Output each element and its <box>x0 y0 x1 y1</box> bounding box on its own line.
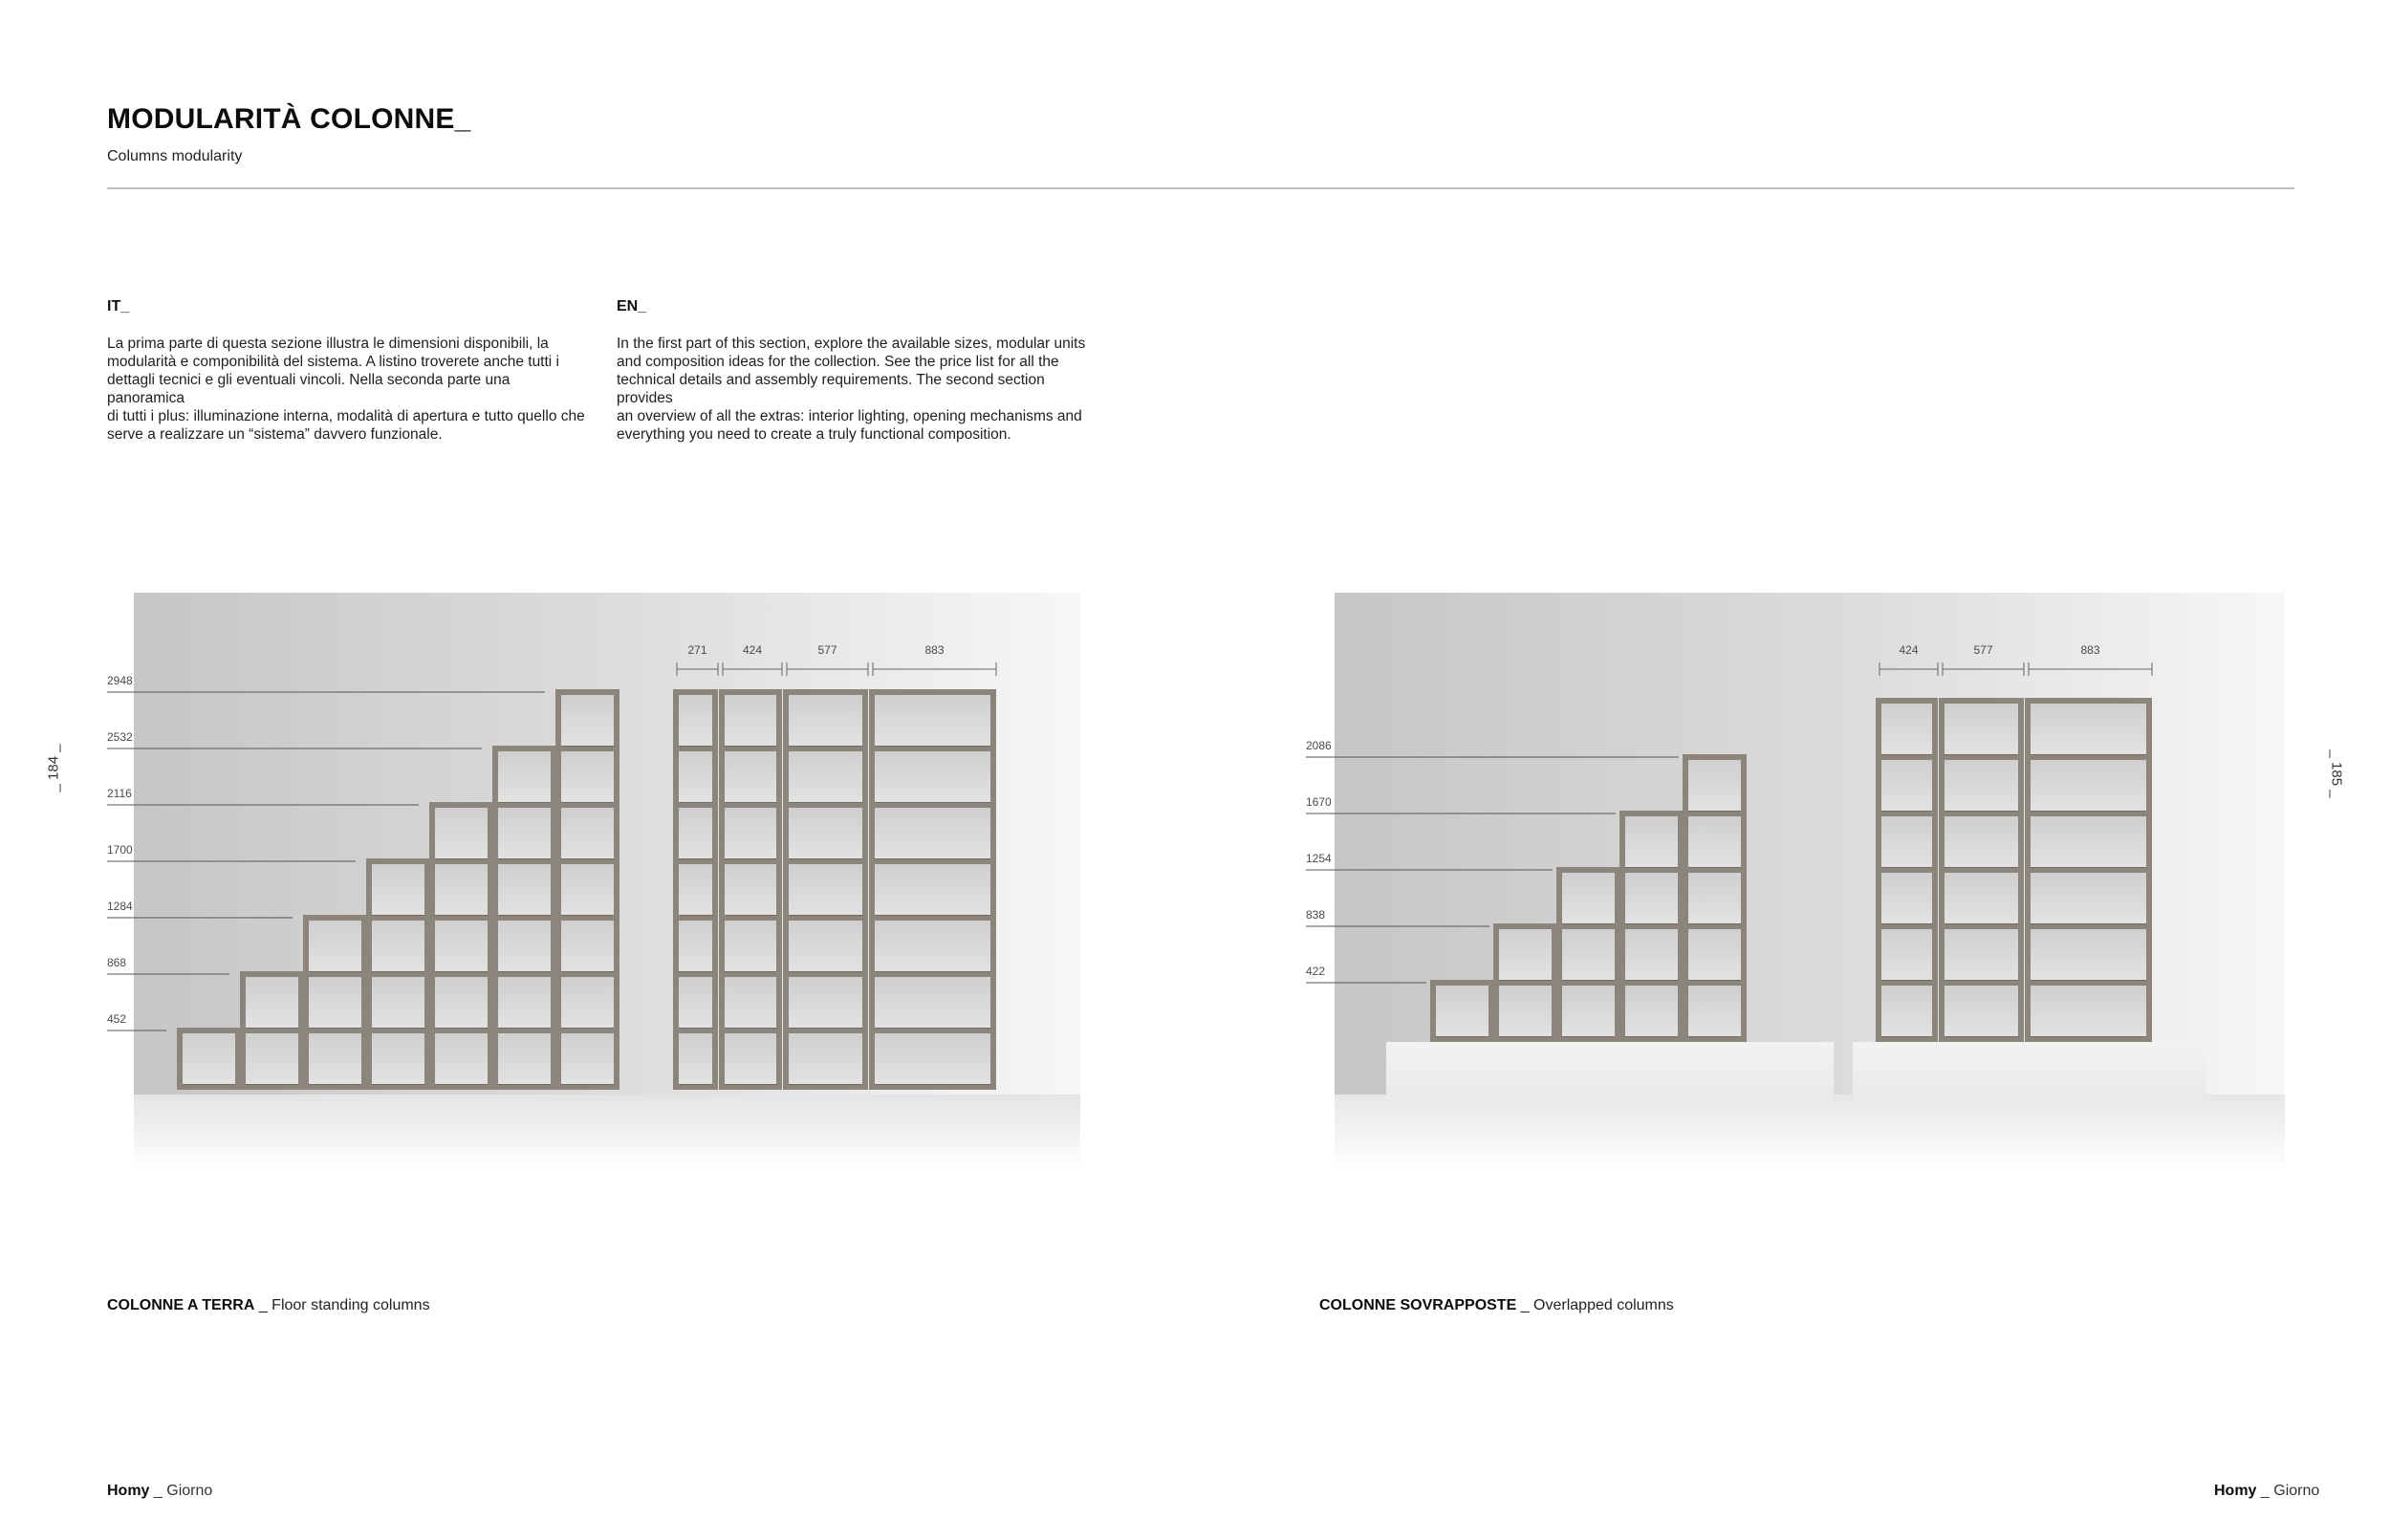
bookcase-cell <box>1945 986 2018 1036</box>
bookcase-cell <box>1688 873 1741 923</box>
bookcase-cell <box>561 808 614 858</box>
bookcase-cell <box>875 808 990 858</box>
bookcase-cell <box>561 864 614 915</box>
width-dim-label: 577 <box>1973 643 1993 657</box>
bookcase-cell <box>1881 986 1932 1036</box>
caption-overlapped-text: _ Overlapped columns <box>1516 1297 1674 1313</box>
intro-en-line: everything you need to create a truly functional composition. <box>617 426 1011 443</box>
width-dim-label: 424 <box>742 643 763 657</box>
bookcase-cell <box>1562 929 1615 980</box>
bookcase-cell <box>1688 760 1741 811</box>
intro-en-text <box>617 335 1095 444</box>
page-title: MODULARITÀ COLONNE_ <box>107 103 471 135</box>
bookcase-cell <box>725 695 776 746</box>
bookcase-cell <box>498 808 551 858</box>
bookcase-cell <box>561 751 614 802</box>
base-unit <box>1386 1042 1834 1103</box>
bookcase-cell <box>1688 986 1741 1036</box>
floor-reflection <box>134 1095 1080 1171</box>
footer-right-section: _ Giorno <box>2256 1483 2320 1499</box>
bookcase-cell <box>1625 929 1678 980</box>
intro-it-line: dettagli tecnici e gli eventuali vincoli. Nella seconda parte una panoramica <box>107 372 511 406</box>
bookcase-cell <box>725 751 776 802</box>
bookcase-cell <box>1881 873 1932 923</box>
footer-left-section: _ Giorno <box>149 1483 213 1499</box>
bookcase-cell <box>2031 816 2146 867</box>
intro-it-label: IT_ <box>107 298 130 315</box>
height-dim-868-label: 868 <box>107 956 127 969</box>
bookcase-cell <box>1881 929 1932 980</box>
intro-en-line: technical details and assembly requirements. The second section provides <box>617 372 1045 406</box>
height-dim-2948-label: 2948 <box>107 674 133 687</box>
caption-floor-text: _ Floor standing columns <box>254 1297 430 1313</box>
header-divider <box>107 187 2294 189</box>
bookcase-cell <box>1945 816 2018 867</box>
bookcase-cell <box>725 808 776 858</box>
bookcase-cell <box>789 808 862 858</box>
base-unit <box>1853 1042 2206 1103</box>
bookcase-cell <box>1688 929 1741 980</box>
bookcase-cell <box>2031 760 2146 811</box>
bookcase-cell <box>875 1033 990 1084</box>
bookcase-cell <box>1945 929 2018 980</box>
intro-en-line: an overview of all the extras: interior lighting, opening mechanisms and <box>617 408 1082 424</box>
footer-left <box>107 1483 212 1500</box>
bookcase-cell <box>679 1033 712 1084</box>
height-dim-1700-label: 1700 <box>107 843 133 857</box>
bookcase-cell <box>2031 929 2146 980</box>
bookcase-cell <box>498 751 551 802</box>
footer-right <box>2214 1483 2319 1500</box>
intro-it-line: di tutti i plus: illuminazione interna, modalità di apertura e tutto quello che <box>107 408 585 424</box>
height-dim-2532-label: 2532 <box>107 730 133 744</box>
bookcase-cell <box>372 977 424 1028</box>
bookcase-cell <box>1881 760 1932 811</box>
height-dim-2116-label: 2116 <box>107 787 132 800</box>
bookcase-cell <box>679 977 712 1028</box>
bookcase-cell <box>435 921 488 971</box>
intro-it-line: La prima parte di questa sezione illustra le dimensioni disponibili, la <box>107 336 549 352</box>
bookcase-cell <box>1499 929 1552 980</box>
height-dim-1254-label: 1254 <box>1306 852 1332 865</box>
bookcase-cell <box>1881 704 1932 754</box>
bookcase-cell <box>1625 873 1678 923</box>
bookcase-cell <box>1499 986 1552 1036</box>
height-dim-1284-label: 1284 <box>107 900 133 913</box>
page-subtitle: Columns modularity <box>107 148 243 164</box>
bookcase-cell <box>789 751 862 802</box>
bookcase-cell <box>875 695 990 746</box>
height-dim-838-label: 838 <box>1306 908 1326 922</box>
intro-it-text <box>107 335 585 444</box>
bookcase-cell <box>679 695 712 746</box>
bookcase-cell <box>309 977 361 1028</box>
caption-floor-columns <box>107 1297 430 1314</box>
bookcase-cell <box>1945 760 2018 811</box>
bookcase-cell <box>789 695 862 746</box>
bookcase-cell <box>561 977 614 1028</box>
intro-it-line: serve a realizzare un “sistema” davvero funzionale. <box>107 426 443 443</box>
bookcase-cell <box>372 864 424 915</box>
bookcase-cell <box>435 864 488 915</box>
bookcase-cell <box>435 808 488 858</box>
height-dim-452-label: 452 <box>107 1012 127 1026</box>
footer-right-brand: Homy <box>2214 1483 2257 1499</box>
bookcase-cell <box>498 864 551 915</box>
page-number-left: _ 184 _ <box>45 744 62 792</box>
width-dim-label: 883 <box>2080 643 2100 657</box>
bookcase-cell <box>372 1033 424 1084</box>
page-number-right: _ 185 _ <box>2328 749 2345 798</box>
height-dim-1670-label: 1670 <box>1306 795 1332 809</box>
bookcase-cell <box>725 1033 776 1084</box>
bookcase-cell <box>1945 704 2018 754</box>
width-dim-label: 424 <box>1899 643 1919 657</box>
overlapped-columns-illustration <box>1300 574 2294 1195</box>
footer-left-brand: Homy <box>107 1483 150 1499</box>
bookcase-cell <box>789 1033 862 1084</box>
bookcase-cell <box>2031 704 2146 754</box>
intro-en-label: EN_ <box>617 298 647 315</box>
intro-en-line: In the first part of this section, explore the available sizes, modular units <box>617 336 1086 352</box>
bookcase-cell <box>789 864 862 915</box>
bookcase-cell <box>183 1033 235 1084</box>
bookcase-cell <box>1625 816 1678 867</box>
bookcase-cell <box>1688 816 1741 867</box>
intro-it-line: modularità e componibilità del sistema. A listino troverete anche tutti i <box>107 354 559 370</box>
bookcase-cell <box>561 695 614 746</box>
bookcase-cell <box>1945 873 2018 923</box>
width-dim-label: 271 <box>687 643 707 657</box>
bookcase-cell <box>875 864 990 915</box>
height-dim-422-label: 422 <box>1306 965 1326 978</box>
floor-columns-illustration <box>0 574 1090 1195</box>
bookcase-cell <box>2031 986 2146 1036</box>
bookcase-cell <box>875 977 990 1028</box>
bookcase-cell <box>435 977 488 1028</box>
bookcase-cell <box>372 921 424 971</box>
bookcase-cell <box>246 977 298 1028</box>
floor-reflection <box>1335 1095 2285 1171</box>
bookcase-cell <box>875 921 990 971</box>
bookcase-cell <box>1562 873 1615 923</box>
bookcase-cell <box>1562 986 1615 1036</box>
bookcase-cell <box>679 808 712 858</box>
bookcase-cell <box>679 921 712 971</box>
bookcase-cell <box>498 977 551 1028</box>
bookcase-cell <box>1625 986 1678 1036</box>
width-dim-label: 577 <box>817 643 837 657</box>
bookcase-cell <box>561 1033 614 1084</box>
bookcase-cell <box>498 1033 551 1084</box>
bookcase-cell <box>1436 986 1488 1036</box>
bookcase-cell <box>679 751 712 802</box>
caption-overlapped-bold: COLONNE SOVRAPPOSTE <box>1319 1297 1517 1313</box>
caption-floor-bold: COLONNE A TERRA <box>107 1297 255 1313</box>
bookcase-cell <box>246 1033 298 1084</box>
bookcase-cell <box>498 921 551 971</box>
height-dim-2086-label: 2086 <box>1306 739 1332 752</box>
bookcase-cell <box>725 864 776 915</box>
bookcase-cell <box>789 977 862 1028</box>
bookcase-cell <box>1881 816 1932 867</box>
bookcase-cell <box>309 1033 361 1084</box>
caption-overlapped-columns <box>1319 1297 1674 1314</box>
bookcase-cell <box>2031 873 2146 923</box>
bookcase-cell <box>309 921 361 971</box>
bookcase-cell <box>789 921 862 971</box>
intro-en-line: and composition ideas for the collection. See the price list for all the <box>617 354 1059 370</box>
bookcase-cell <box>435 1033 488 1084</box>
bookcase-cell <box>725 921 776 971</box>
bookcase-cell <box>875 751 990 802</box>
bookcase-cell <box>679 864 712 915</box>
width-dim-label: 883 <box>924 643 945 657</box>
bookcase-cell <box>561 921 614 971</box>
bookcase-cell <box>725 977 776 1028</box>
